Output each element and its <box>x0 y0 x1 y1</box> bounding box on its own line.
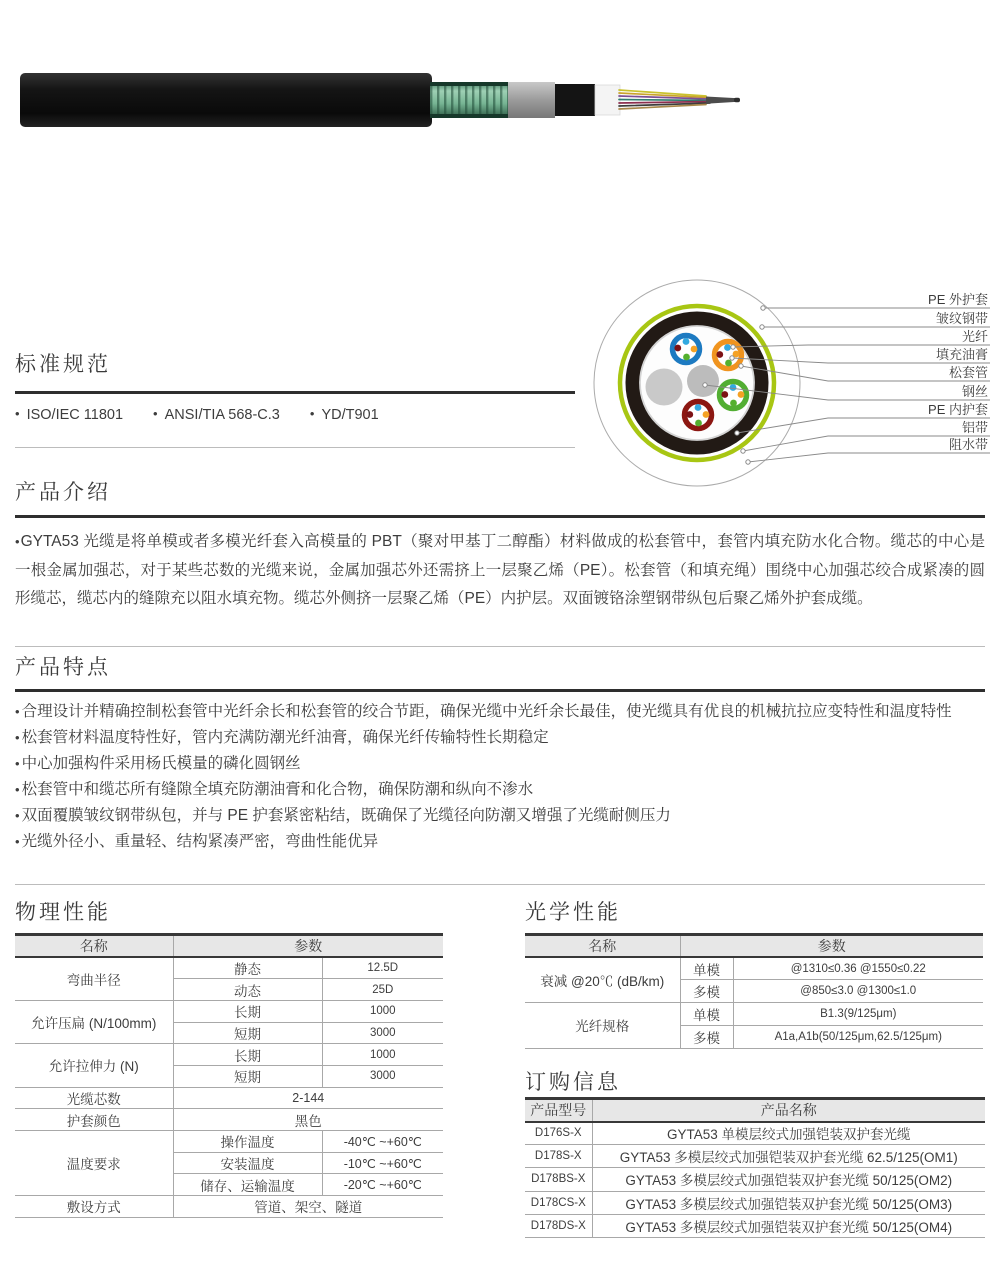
loose-tube-green <box>720 382 747 409</box>
table-cell: 温度要求 <box>15 1131 173 1196</box>
product-name-cell: GYTA53 多模层绞式加强铠装双护套光缆 62.5/125(OM1) <box>619 1150 958 1166</box>
divider <box>15 447 575 448</box>
product-name-cell: GYTA53 多模层绞式加强铠装双护套光缆 50/125(OM2) <box>625 1173 953 1189</box>
table-cell: -10℃ ~+60℃ <box>322 1152 443 1174</box>
diagram-label: 阻水带 <box>948 437 988 452</box>
feature-item: • 松套管中和缆芯所有缝隙全填充防潮油膏和化合物，确保防潮和纵向不渗水 <box>15 777 985 803</box>
optical-table <box>525 933 983 1049</box>
table-row <box>15 1000 443 1022</box>
intro-rule <box>15 515 985 518</box>
table-cell: 动态 <box>234 983 261 999</box>
table-row <box>525 957 983 980</box>
divider <box>15 884 985 885</box>
header-cell-param: 参数 <box>817 938 846 954</box>
features-rule <box>15 689 985 692</box>
table-row <box>15 1087 443 1109</box>
table-row <box>525 1168 985 1191</box>
diagram-label: 钢丝 <box>961 384 988 399</box>
product-name-cell: GYTA53 多模层绞式加强铠装双护套光缆 50/125(OM3) <box>625 1196 953 1212</box>
product-model-cell: D176S-X <box>525 1122 592 1145</box>
physical-table <box>15 933 443 1218</box>
cable-fibers <box>619 90 712 109</box>
optical-section-title: 光学性能 <box>525 901 621 924</box>
diagram-label: 填充油膏 <box>935 347 988 362</box>
table-cell: 长期 <box>234 1048 261 1064</box>
table-cell: 安装温度 <box>220 1157 275 1173</box>
table-cell: 敷设方式 <box>15 1196 173 1218</box>
cable-inner-sheath <box>555 84 595 116</box>
standards-rule <box>15 391 575 394</box>
table-header-row <box>525 935 983 958</box>
steel-wire-large <box>646 369 683 406</box>
loose-tube-dark-red <box>685 402 712 429</box>
cable-strength-member-tip <box>706 97 740 104</box>
product-model-cell: D178DS-X <box>525 1214 592 1237</box>
table-cell: 短期 <box>234 1026 261 1042</box>
steel-wire-small <box>687 365 719 397</box>
product-name-cell: GYTA53 多模层绞式加强铠装双护套光缆 50/125(OM4) <box>625 1219 953 1235</box>
standard-item: • ISO/IEC 11801 <box>15 407 123 423</box>
table-row <box>525 1145 985 1168</box>
standards-section-title: 标准规范 <box>15 353 111 376</box>
diagram-label: 松套管 <box>948 365 988 380</box>
table-row <box>525 1122 985 1145</box>
feature-item: • 双面覆膜皱纹钢带纵包，并与 PE 护套紧密粘结，既确保了光缆径向防潮又增强了光缆耐侧压力 <box>15 803 985 829</box>
table-cell: 允许压扁 (N/100mm) <box>15 1000 173 1043</box>
cable-outer-jacket <box>20 73 432 127</box>
feature-item: • 光缆外径小、重量轻、结构紧凑严密，弯曲性能优异 <box>15 829 985 855</box>
table-cell: 允许拉伸力 (N) <box>15 1044 173 1087</box>
table-row <box>525 1214 985 1237</box>
table-row <box>15 957 443 979</box>
table-row <box>525 1191 985 1214</box>
table-cell: 1000 <box>322 1000 443 1022</box>
table-row <box>15 1131 443 1153</box>
cable-photo <box>20 70 740 130</box>
diagram-label: 光纤 <box>961 329 988 344</box>
header-cell-model: 产品型号 <box>525 1099 592 1122</box>
header-cell-name: 名称 <box>525 935 680 958</box>
table-cell: 弯曲半径 <box>15 957 173 1000</box>
features-section-title: 产品特点 <box>15 656 111 679</box>
table-cell: 12.5D <box>322 957 443 979</box>
table-cell: 黑色 <box>294 1113 322 1129</box>
intro-section-title: 产品介绍 <box>15 481 111 504</box>
cross-section-diagram <box>558 268 995 500</box>
diagram-label: PE 外护套 <box>928 292 988 307</box>
table-cell: 护套颜色 <box>15 1109 173 1131</box>
standard-item: • YD/T901 <box>310 407 379 423</box>
table-cell: -20℃ ~+60℃ <box>322 1174 443 1196</box>
table-cell: 多模 <box>693 985 720 1001</box>
table-cell: 长期 <box>234 1005 261 1021</box>
feature-item: • 松套管材料温度特性好，管内充满防潮光纤油膏，确保光纤传输特性长期稳定 <box>15 725 985 751</box>
table-cell: 管道、架空、隧道 <box>254 1200 363 1216</box>
cable-inner-tube <box>508 82 555 118</box>
features-list <box>15 699 985 855</box>
divider <box>15 646 985 647</box>
table-cell: 储存、运输温度 <box>200 1178 295 1194</box>
table-cell: @850≤3.0 @1300≤1.0 <box>733 980 983 1003</box>
table-cell: 衰减 @20℃ (dB/km) <box>525 957 680 1003</box>
table-cell: 光纤规格 <box>525 1003 680 1049</box>
table-cell: A1a,A1b(50/125μm,62.5/125μm) <box>733 1025 983 1048</box>
table-row <box>15 1196 443 1218</box>
table-cell: 1000 <box>322 1044 443 1066</box>
table-row <box>15 1044 443 1066</box>
header-cell-product-name: 产品名称 <box>760 1102 817 1119</box>
ordering-section-title: 订购信息 <box>525 1071 621 1094</box>
standard-item: • ANSI/TIA 568-C.3 <box>153 407 280 423</box>
feature-item: • 合理设计并精确控制松套管中光纤余长和松套管的绞合节距，确保光缆中光纤余长最佳，使光缆具有优良的机械抗拉应变特性和温度特性 <box>15 699 985 725</box>
cable-white-layer <box>595 85 620 115</box>
table-cell: 3000 <box>322 1065 443 1087</box>
table-cell: 25D <box>322 979 443 1001</box>
diagram-label: PE 内护套 <box>928 402 988 417</box>
header-cell-param: 参数 <box>294 938 323 954</box>
table-header-row <box>15 935 443 958</box>
cable-corrugated-steel-layer <box>430 82 508 118</box>
table-cell: 多模 <box>693 1030 720 1046</box>
table-cell: -40℃ ~+60℃ <box>322 1131 443 1153</box>
loose-tube-orange <box>715 342 742 369</box>
loose-tube-blue <box>673 336 700 363</box>
table-cell: 静态 <box>234 962 261 978</box>
table-cell: 单模 <box>693 1007 720 1023</box>
table-cell: 光缆芯数 <box>15 1087 173 1109</box>
standards-list <box>15 407 405 423</box>
table-row <box>525 1003 983 1026</box>
diagram-labels <box>928 292 988 452</box>
product-model-cell: D178S-X <box>525 1145 592 1168</box>
product-model-cell: D178CS-X <box>525 1191 592 1214</box>
table-cell: B1.3(9/125μm) <box>733 1003 983 1026</box>
table-cell: @1310≤0.36 @1550≤0.22 <box>733 957 983 980</box>
table-header-row <box>525 1099 985 1122</box>
product-model-cell: D178BS-X <box>525 1168 592 1191</box>
table-cell: 单模 <box>693 962 720 978</box>
physical-section-title: 物理性能 <box>15 901 111 924</box>
table-cell: 3000 <box>322 1022 443 1044</box>
intro-paragraph: • GYTA53 光缆是将单模或者多模光纤套入高模量的 PBT（聚对甲基丁二醇酯）材料做成的松套管中，套管内填充防水化合物。缆芯的中心是一根金属加强芯，对于某些芯数的光缆来说，金属加强芯外还需挤上一层聚乙烯（PE）。松套管（和填充绳）围绕中心加强芯绞合成紧凑的圆形缆芯，缆芯内的缝隙充以阻水填充物。缆芯外侧挤一层聚乙烯（PE）内护层。双面镀铬涂塑钢带纵包后聚乙烯外护套成缆。 <box>15 528 985 614</box>
ordering-table <box>525 1097 985 1238</box>
table-cell: 2-144 <box>292 1090 325 1105</box>
table-row <box>15 1109 443 1131</box>
table-cell: 短期 <box>234 1070 261 1086</box>
feature-item: • 中心加强构件采用杨氏模量的磷化圆钢丝 <box>15 751 985 777</box>
product-name-cell: GYTA53 单模层绞式加强铠装双护套光缆 <box>666 1127 911 1143</box>
diagram-label: 铝带 <box>961 420 988 435</box>
diagram-label: 皱纹钢带 <box>935 311 988 326</box>
table-cell: 操作温度 <box>220 1135 275 1151</box>
header-cell-name: 名称 <box>15 935 173 958</box>
